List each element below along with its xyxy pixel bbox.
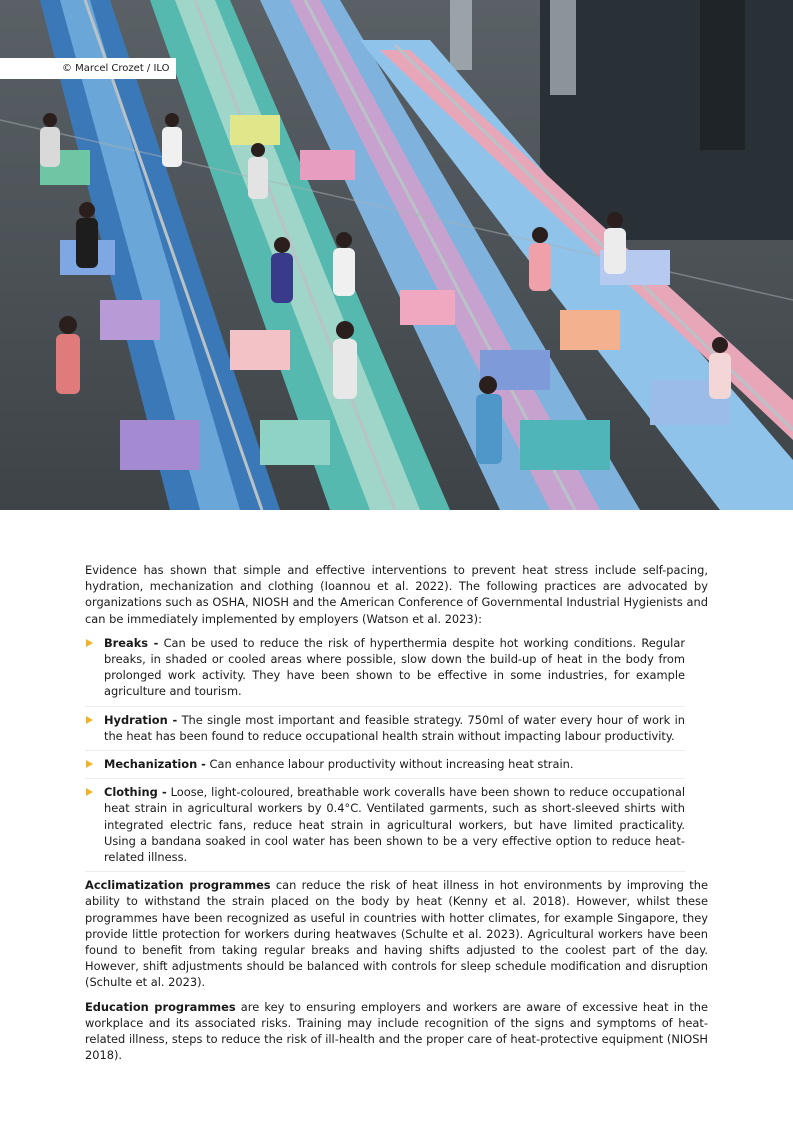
bullet-term: Hydration - xyxy=(104,712,178,727)
bullet-term: Clothing - xyxy=(104,785,167,800)
bullet-arrow-icon xyxy=(86,639,93,647)
bullet-arrow-icon xyxy=(86,716,93,724)
bullet-text: Loose, light-coloured, breathable work coveralls have been shown to reduce occupational heat strain in agricultural workers by 0.4°C. Ventilated garments, such as short-sleeved shirts with integrated electric fans, reduce heat strain in agricultural workers, but have limited practicality. Using a bandana soaked in cool water has been shown to be a very effective option to reduce heat-related illness. xyxy=(104,785,685,865)
photo-credit: © Marcel Crozet / ILO xyxy=(0,58,176,79)
acclimatization-paragraph xyxy=(85,877,708,990)
list-item-breaks xyxy=(85,635,685,707)
education-term: Education programmes xyxy=(85,999,236,1014)
list-item-hydration xyxy=(85,712,685,751)
list-item-clothing xyxy=(85,784,685,872)
bullet-arrow-icon xyxy=(86,760,93,768)
factory-photo xyxy=(0,0,793,510)
bullet-term: Mechanization - xyxy=(104,757,206,772)
bullet-arrow-icon xyxy=(86,788,93,796)
education-text: are key to ensuring employers and workers are aware of excessive heat in the workplace and its associated risks. Training may include recognition of the signs and symptoms of heat-related illness, steps to reduce the risk of ill-health and the proper care of heat-protective equipment (NIOSH 2018). xyxy=(85,999,709,1063)
acclimatization-text: can reduce the risk of heat illness in hot environments by improving the ability to withstand the strain placed on the body by heat (Kenny et al. 2018). However, whilst these programmes have been recognized as useful in countries with hotter climates, for example Singapore, they provide little protection for workers during heatwaves (Schulte et al. 2023). Agricultural workers have been found to benefit from taking regular breaks and having shifts adjusted to the coolest part of the day. However, shift adjustments should be balanced with controls for sleep schedule modification and disruption (Schulte et al. 2023). xyxy=(85,878,708,990)
practices-list xyxy=(85,635,685,872)
education-paragraph xyxy=(85,999,708,1064)
bullet-text: Can be used to reduce the risk of hyperthermia despite hot working conditions. Regular breaks, in shaded or cooled areas where possible, slow down the build-up of heat in the body from prolonged work activity. They have been shown to be effective in some industries, for example agriculture and tourism. xyxy=(104,635,686,699)
acclimatization-term: Acclimatization programmes xyxy=(85,878,271,893)
bullet-text: The single most important and feasible strategy. 750ml of water every hour of work in the heat has been found to reduce occupational health strain without impacting labour productivity. xyxy=(104,712,685,743)
bullet-term: Breaks - xyxy=(104,635,159,650)
list-item-mechanization xyxy=(85,756,685,779)
intro-paragraph: Evidence has shown that simple and effective interventions to prevent heat stress include self-pacing, hydration, mechanization and clothing (Ioannou et al. 2022). The following practices are advocated by organizations such as OSHA, NIOSH and the American Conference of Governmental Industrial Hygienists and can be immediately implemented by employers (Watson et al. 2023): xyxy=(85,563,708,626)
bullet-text: Can enhance labour productivity without increasing heat strain. xyxy=(205,757,574,772)
article-body xyxy=(85,562,708,1071)
